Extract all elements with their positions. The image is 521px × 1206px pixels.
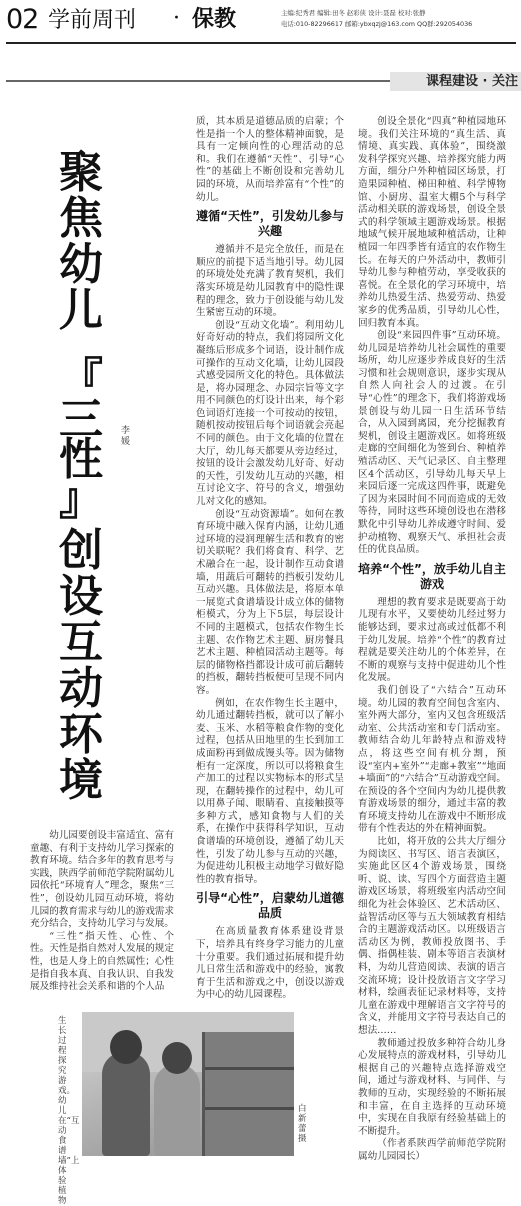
photo-child-left: [102, 1052, 150, 1156]
section1-paragraph: 遵循并不是完全放任，而是在顺应的前提下适当地引导。幼儿园的环境处处充满了教育契机，我们落实环境是幼儿园教育中的隐性课程的理念，致力于创设能与幼儿发生紧密互动的环境。: [196, 244, 344, 319]
photo-child-left-head: [110, 1030, 142, 1064]
contact-info: 电话:010-82296617 邮箱:ybxqzj@163.com QQ群:292054036: [281, 20, 473, 28]
section3-paragraph: 教师通过投放多种符合幼儿身心发展特点的游戏材料，引导幼儿根据自己的兴趣特点选择游戏空间，通过与游戏材料、与同伴、与教师的互动，实现经验的不断拓展和丰富，在自主选择的互动环境中，实现在自我原有经验基础上的不断提升。: [358, 1037, 506, 1137]
header-rule: [6, 42, 516, 44]
intro-paragraph: 幼儿园要创设丰富适宜、富有童趣、有利于支持幼儿学习探索的教育环境。结合多年的教育思考与实践，陕西学前师范学院附属幼儿园依托“环境育人”理念，聚焦“三性”，创设幼儿园互动环境，将幼儿园的教育需求与幼儿的游戏需求充分结合，支持幼儿学习与发展。: [30, 830, 174, 930]
photo-child-right-head: [162, 1042, 192, 1074]
section3-paragraph: 我们创设了“六结合”互动环境。幼儿园的教育空间包含室内、室外两大部分，室内又包含班级活动室、公共活动室和专门活动室。教师结合幼儿年龄特点和游戏特点，将这些空间有机分割，预设“室内+室外”“走廊+教室”“地面+墙面”的“六结合”互动游戏空间。在预设的各个空间内为幼儿提供教育游戏场景的细分，通过丰富的教育环境支持幼儿在游戏中不断形成带有个性表达的外在精神面貌。: [358, 684, 506, 835]
intro-paragraph: “三性”指天性、心性、个性。天性是指自然对人发展的规定性，也是人身上的自然属性；心性是指自我本真、自我认识、自我发展及维持社会关系和谐的个人品: [30, 930, 174, 993]
photo-child-right: [154, 1064, 200, 1156]
section1-paragraph: 创设“互动文化墙”。利用幼儿好奇好动的特点，我们将园所文化凝练后形成多个词语，设计制作成可操作的互动文化墙，让幼儿园段式感受园所文化的特色。具体做法是，将办园理念、办园宗旨等文字用不同颜色的灯设计出来，每个彩色词语灯连接一个可按动的按钮，随机按动按钮后每个词语就会亮起不同的颜色。由于文化墙的位置在大厅，幼儿每天都要从旁边经过，按钮的设计会激发幼儿好奇、好动的天性，引发幼儿互动的兴趣，相互讨论文字、符号的含义，增强幼儿对文化的感知。: [196, 319, 344, 508]
middle-column: [196, 116, 344, 1002]
title-quoted-word: 三性: [59, 394, 103, 485]
photo-cabinet: [202, 1032, 294, 1156]
section2-paragraph: 在高质量教育体系建设背景下，培养具有终身学习能力的儿童十分重要。我们通过拓展和提升幼儿日常生活和游戏中的经验，寓教育于生活和游戏之中，创设以游戏为中心的幼儿园课程。: [196, 926, 344, 1001]
article-title-part3: 创设互动环境: [59, 525, 103, 806]
header-separator: ·: [173, 6, 180, 31]
section1-heading: 遵循“天性”，引发幼儿参与兴趣: [196, 209, 344, 239]
column-label: 课程建设 · 关注: [426, 74, 518, 89]
section2-paragraph: 创设“来园四件事”互动环境。幼儿园是培养幼儿社会属性的重要场所，幼儿应逐步养成良好的生活习惯和社会规则意识，逐步实现从自然人向社会人的过渡。在引导“心性”的理念下，我们将游戏场景创设与幼儿园一日生活环节结合，从入园到离园，充分挖掘教育契机，创设主题游戏区。如将班级走廊的空间细化为签到台、种植养殖活动区、天气记录区、自主整理区4个活动区，引导幼儿每天早上来园后逐一完成这四件事，既避免了因为来园时间不同而造成的无效等待，同时这些环境创设也在潜移默化中引导幼儿养成遵守时间、爱护动植物、观察天气、承担社会责任的优良品质。: [358, 330, 506, 556]
section-name: 保教: [192, 7, 237, 32]
lead-paragraph: 质，其本质是道德品质的启蒙；个性是指一个人的整体精神面貌，是具有一定倾向性的心理活动的总和。我们在遵循“天性”、引导“心性”的基础上不断创设和完善幼儿园的环境，从而培养富有“个性”的幼儿。: [196, 116, 344, 203]
article-title-part1: 聚焦幼儿: [59, 147, 103, 336]
publication-name: 学前周刊: [48, 8, 137, 33]
article-photo: [82, 1012, 294, 1156]
right-column: [358, 116, 506, 1164]
column-band-line: [6, 80, 390, 82]
staff-credits: 主编:纪秀君 编辑:田冬 赵彩侠 设计:聂磊 校对:张静: [281, 9, 426, 17]
author-note: （作者系陕西学前师范学院附属幼儿园园长）: [358, 1138, 506, 1162]
section3-paragraph: 理想的教育要求是既要高于幼儿现有水平，又要使幼儿经过努力能够达到，要求过高或过低都不利于幼儿发展。培养“个性”的教育过程就是要关注幼儿的个体差异，在不断的观察与支持中促进幼儿个性化发展。: [358, 596, 506, 684]
section2-paragraph: 创设全景化“四真”种植园地环境。我们关注环境的“真生活、真情境、真实践、真体验”，围绕激发科学探究兴趣、培养探究能力两方面，细分户外种植园区场景，打造果园种植、梯田种植、科学博物馆、小厨房、温室大棚5个与科学活动相关联的游戏场景，创设全景式的科学领域主题游戏场景。根据地域气候开展地域种植活动，让种植园一年四季皆有适宜的农作物生长。在每天的户外活动中，教师引导幼儿参与种植劳动，享受收获的喜悦。在全景化的学习环境中，培养幼儿热爱生活、热爱劳动、热爱家乡的优秀品质，引导幼儿心性，回归教育本真。: [358, 116, 506, 329]
section1-paragraph: 创设“互动资源墙”。如何在教育环境中融入保育内涵，让幼儿通过环境的浸润理解生活和教育的密切关联呢？我们将食育、科学、艺术融合在一起，设计制作互动食谱墙，用蔬后可翻转的挡板引发幼儿互动兴趣。具体做法是，将原本单一展览式食谱墙设计成立体的储物柜模式，分为上下5层，每层设计不同的主题模式，包括农作物生长主题、农作物艺术主题、厨房餐具艺术主题、种植园活动主题等。每层的储物格挡都设计成可前后翻转的挡板，翻转挡板便可呈现不同内容。: [196, 508, 344, 696]
article-author: 李媛: [121, 426, 131, 447]
issue-number: 02: [6, 4, 39, 35]
photo-cabinet-shelf: [205, 1067, 294, 1070]
title-bracket-close: 』: [59, 474, 103, 525]
article-title-part2: [54, 354, 108, 525]
photo-cabinet-shelf: [205, 1107, 294, 1110]
photo-credit: 白新蕾 摄: [298, 1104, 307, 1144]
section3-paragraph: 比如，将开放的公共大厅细分为阅读区、书写区、语言表演区，实施此区区4个游戏场景，围绕听、说、读、写四个方面营造主题游戏区场景，将班级室内活动空间细化为社会体验区、艺术活动区、益智活动区等与五大领域教育相结合的主题游戏活动区。以班级语言活动区为例，教师投放图书、手偶、指偶桂装、剧本等语言表演材料，为幼儿营造阅读、表演的语言交流环境；设计投放语言文字学习材料，绘画表征记录材料等，支持儿童在游戏中理解语言文字符号的含义，并能用文字符号表达自己的想法……: [358, 836, 506, 1036]
section1-paragraph: 例如，在农作物生长主题中，幼儿通过翻转挡板，就可以了解小麦、玉米、水稻等粮食作物的变化过程，包括从田地里的生长到加工成面粉再到做成馒头等。因为储物柜有一定深度，所以可以将粮食生产加工的过程以实物标本的形式呈现，在翻转操作的过程中，幼儿可以用鼻子闻、眼睛看、直接触摸等多种方式，感知食物与人们的关系，在操作中获得科学知识，互动食谱墙的环境创设，遵循了幼儿天性，引发了幼儿参与互动的兴趣，为促进幼儿积极主动地学习做好隐性的教育指导。: [196, 697, 344, 885]
section2-heading: 引导“心性”，启蒙幼儿道德品质: [196, 891, 344, 921]
section3-heading: 培养“个性”，放手幼儿自主游戏: [358, 561, 506, 591]
photo-caption: 生长过程探究游戏。幼儿在“互动食谱墙”上体验植物: [58, 1016, 80, 1206]
title-bracket-open: 『: [59, 354, 103, 405]
intro-column: [30, 830, 174, 994]
